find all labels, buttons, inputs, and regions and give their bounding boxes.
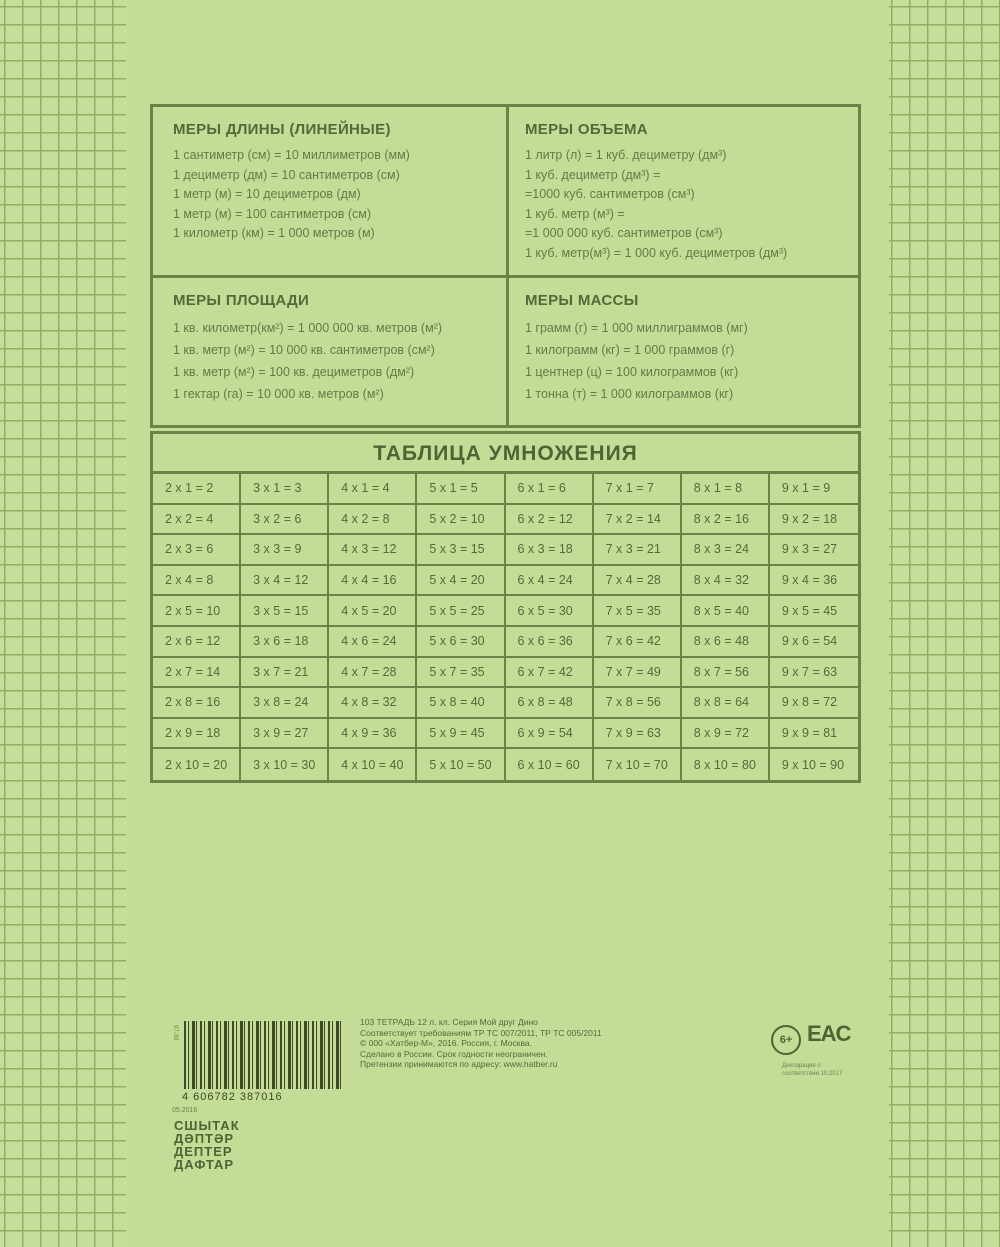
multiplication-cell: 2 x 10 = 20: [153, 749, 241, 780]
multiplication-cell: 3 x 4 = 12: [241, 566, 329, 597]
multiplication-cell: 7 x 3 = 21: [594, 535, 682, 566]
multiplication-cell: 2 x 7 = 14: [153, 658, 241, 689]
area-line: 1 кв. метр (м²) = 10 000 кв. сантиметров (см²): [173, 343, 435, 357]
multiplication-cell: 6 x 8 = 48: [506, 688, 594, 719]
multiplication-cell: 4 x 7 = 28: [329, 658, 417, 689]
multiplication-cell: 7 x 2 = 14: [594, 505, 682, 536]
multiplication-cell: 7 x 7 = 49: [594, 658, 682, 689]
multiplication-cell: 8 x 7 = 56: [682, 658, 770, 689]
area-line: 1 гектар (га) = 10 000 кв. метров (м²): [173, 387, 384, 401]
volume-line: =1 000 000 куб. сантиметров (см³): [525, 226, 723, 240]
multiplication-cell: 9 x 9 = 81: [770, 719, 858, 750]
multiplication-cell: 6 x 2 = 12: [506, 505, 594, 536]
measures-table: [150, 104, 861, 428]
volume-line: 1 куб. дециметр (дм³) =: [525, 167, 661, 182]
multiplication-cell: 5 x 1 = 5: [417, 474, 505, 505]
multiplication-cell: 3 x 6 = 18: [241, 627, 329, 658]
length-measures-title: МЕРЫ ДЛИНЫ (ЛИНЕЙНЫЕ): [173, 121, 391, 138]
multiplication-cell: 9 x 1 = 9: [770, 474, 858, 505]
area-line: 1 кв. метр (м²) = 100 кв. дециметров (дм²): [173, 365, 415, 379]
multiplication-cell: 8 x 4 = 32: [682, 566, 770, 597]
multiplication-cell: 5 x 9 = 45: [417, 719, 505, 750]
multiplication-cell: 2 x 6 = 12: [153, 627, 241, 658]
graph-paper-left-margin: [0, 0, 126, 1247]
multiplication-cell: 3 x 1 = 3: [241, 474, 329, 505]
multiplication-cell: 3 x 8 = 24: [241, 688, 329, 719]
publisher-text: [360, 1017, 758, 1070]
publisher-line: © 000 «Хатбер-М», 2016. Россия, г. Москва.: [360, 1038, 532, 1048]
volume-line: 1 куб. метр (м³) =: [525, 206, 625, 221]
multiplication-table: [150, 431, 861, 783]
volume-line: =1000 куб. сантиметров (см³): [525, 187, 695, 201]
multiplication-cell: 7 x 4 = 28: [594, 566, 682, 597]
brand-word: ДӘПТӘР: [174, 1131, 235, 1146]
multiplication-cell: 3 x 5 = 15: [241, 596, 329, 627]
multiplication-cell: 5 x 5 = 25: [417, 596, 505, 627]
multiplication-cell: 7 x 6 = 42: [594, 627, 682, 658]
multiplication-cell: 4 x 10 = 40: [329, 749, 417, 780]
multiplication-cell: 5 x 7 = 35: [417, 658, 505, 689]
multiplication-cell: 8 x 6 = 48: [682, 627, 770, 658]
publisher-line: 103 ТЕТРАДЬ 12 л. кл. Серия Мой друг Дино: [360, 1017, 538, 1027]
print-date: 05.2016: [172, 1107, 198, 1114]
graph-paper-right-margin: [889, 0, 1000, 1247]
multiplication-cell: 9 x 2 = 18: [770, 505, 858, 536]
brand-word: СШЫТАК: [174, 1118, 240, 1133]
multiplication-cell: 7 x 5 = 35: [594, 596, 682, 627]
barcode-number: 4 606782 387016: [182, 1091, 283, 1103]
brand-words: [174, 1119, 240, 1171]
barcode-side-code: 97-39: [172, 1025, 178, 1041]
multiplication-cell: 5 x 2 = 10: [417, 505, 505, 536]
multiplication-cell: 6 x 7 = 42: [506, 658, 594, 689]
volume-line: 1 литр (л) = 1 куб. дециметру (дм³): [525, 148, 727, 162]
multiplication-cell: 2 x 9 = 18: [153, 719, 241, 750]
multiplication-cell: 7 x 9 = 63: [594, 719, 682, 750]
volume-measures-title: МЕРЫ ОБЪЕМА: [525, 121, 648, 138]
multiplication-cell: 9 x 5 = 45: [770, 596, 858, 627]
multiplication-cell: 3 x 9 = 27: [241, 719, 329, 750]
multiplication-cell: 5 x 8 = 40: [417, 688, 505, 719]
multiplication-cell: 9 x 10 = 90: [781, 757, 845, 772]
length-line: 1 дециметр (дм) = 10 сантиметров (см): [173, 167, 400, 182]
multiplication-cell: 4 x 8 = 32: [329, 688, 417, 719]
multiplication-cell: 3 x 2 = 6: [241, 505, 329, 536]
multiplication-cell: 6 x 4 = 24: [506, 566, 594, 597]
mass-measures-title: МЕРЫ МАССЫ: [525, 292, 639, 309]
area-line: 1 кв. километр(км²) = 1 000 000 кв. метров (м²): [173, 321, 443, 335]
multiplication-cell: 5 x 6 = 30: [417, 627, 505, 658]
eac-certification-mark: EAC: [807, 1021, 851, 1046]
multiplication-grid: [153, 474, 858, 780]
area-measures-cell: [153, 278, 509, 425]
brand-word: ДАФТАР: [174, 1157, 235, 1172]
multiplication-cell: 8 x 8 = 64: [682, 688, 770, 719]
multiplication-cell: 2 x 8 = 16: [153, 688, 241, 719]
imprint-block: [170, 1015, 850, 1175]
multiplication-cell: 7 x 8 = 56: [594, 688, 682, 719]
publisher-line: Соответствует требованиям ТР ТС 007/2011, ТР ТС 005/2011: [360, 1027, 602, 1038]
multiplication-cell: 8 x 3 = 24: [682, 535, 770, 566]
multiplication-cell: 5 x 10 = 50: [417, 749, 505, 780]
multiplication-cell: 8 x 10 = 80: [682, 749, 770, 780]
declaration-note: Декларация о соответствии 10.2017: [782, 1063, 843, 1077]
area-measures-title: МЕРЫ ПЛОЩАДИ: [173, 292, 310, 309]
multiplication-cell: 9 x 8 = 72: [770, 688, 858, 719]
multiplication-cell: 4 x 9 = 36: [329, 719, 417, 750]
multiplication-cell: 2 x 1 = 2: [153, 474, 241, 505]
publisher-line: Сделано в России. Срок годности неограничен.: [360, 1048, 548, 1059]
multiplication-cell: 6 x 6 = 36: [506, 627, 594, 658]
length-line: 1 километр (км) = 1 000 метров (м): [173, 226, 375, 240]
multiplication-cell: 3 x 10 = 30: [241, 749, 329, 780]
multiplication-cell: 7 x 10 = 70: [594, 749, 682, 780]
multiplication-cell: 6 x 3 = 18: [506, 535, 594, 566]
length-line: 1 сантиметр (см) = 10 миллиметров (мм): [173, 148, 410, 162]
multiplication-cell: 6 x 10 = 60: [506, 749, 594, 780]
length-measures-cell: [153, 107, 509, 278]
multiplication-cell: 2 x 4 = 8: [153, 566, 241, 597]
multiplication-cell: 6 x 9 = 54: [506, 719, 594, 750]
multiplication-cell: 2 x 2 = 4: [153, 505, 241, 536]
multiplication-cell: 9 x 4 = 36: [770, 566, 858, 597]
mass-line: 1 центнер (ц) = 100 килограммов (кг): [525, 365, 739, 379]
publisher-line: Претензии принимаются по адресу: www.hatber.ru: [360, 1059, 558, 1069]
mass-line: 1 тонна (т) = 1 000 килограммов (кг): [525, 387, 734, 401]
multiplication-cell: 9 x 7 = 63: [770, 658, 858, 689]
volume-measures-cell: [509, 107, 858, 278]
multiplication-cell: 3 x 3 = 9: [241, 535, 329, 566]
brand-word: ДЕПТЕР: [174, 1144, 233, 1159]
multiplication-cell: 7 x 1 = 7: [594, 474, 682, 505]
multiplication-cell: 4 x 4 = 16: [329, 566, 417, 597]
age-rating-badge: 6+: [771, 1025, 801, 1055]
multiplication-cell: 4 x 1 = 4: [329, 474, 417, 505]
length-line: 1 метр (м) = 100 сантиметров (см): [173, 206, 372, 221]
multiplication-cell: 9 x 3 = 27: [770, 535, 858, 566]
multiplication-cell: 8 x 2 = 16: [682, 505, 770, 536]
barcode: [184, 1021, 342, 1089]
mass-line: 1 грамм (г) = 1 000 миллиграммов (мг): [525, 321, 748, 335]
multiplication-cell: 4 x 3 = 12: [329, 535, 417, 566]
multiplication-table-title: ТАБЛИЦА УМНОЖЕНИЯ: [153, 434, 858, 474]
multiplication-cell: 2 x 5 = 10: [153, 596, 241, 627]
mass-measures-cell: [509, 278, 858, 425]
multiplication-cell: 9 x 6 = 54: [770, 627, 858, 658]
multiplication-cell: 4 x 6 = 24: [329, 627, 417, 658]
multiplication-cell: 3 x 7 = 21: [241, 658, 329, 689]
multiplication-cell: 8 x 9 = 72: [682, 719, 770, 750]
multiplication-cell: 4 x 5 = 20: [329, 596, 417, 627]
multiplication-cell: 5 x 4 = 20: [417, 566, 505, 597]
volume-line: 1 куб. метр(м³) = 1 000 куб. дециметров (дм³): [525, 245, 788, 260]
multiplication-cell: 2 x 3 = 6: [153, 535, 241, 566]
multiplication-cell: 8 x 5 = 40: [682, 596, 770, 627]
multiplication-cell: 6 x 5 = 30: [506, 596, 594, 627]
multiplication-cell: 4 x 2 = 8: [329, 505, 417, 536]
length-line: 1 метр (м) = 10 дециметров (дм): [173, 187, 361, 201]
multiplication-cell: 8 x 1 = 8: [682, 474, 770, 505]
multiplication-cell: 6 x 1 = 6: [506, 474, 594, 505]
mass-line: 1 килограмм (кг) = 1 000 граммов (г): [525, 343, 735, 357]
multiplication-cell: 5 x 3 = 15: [417, 535, 505, 566]
